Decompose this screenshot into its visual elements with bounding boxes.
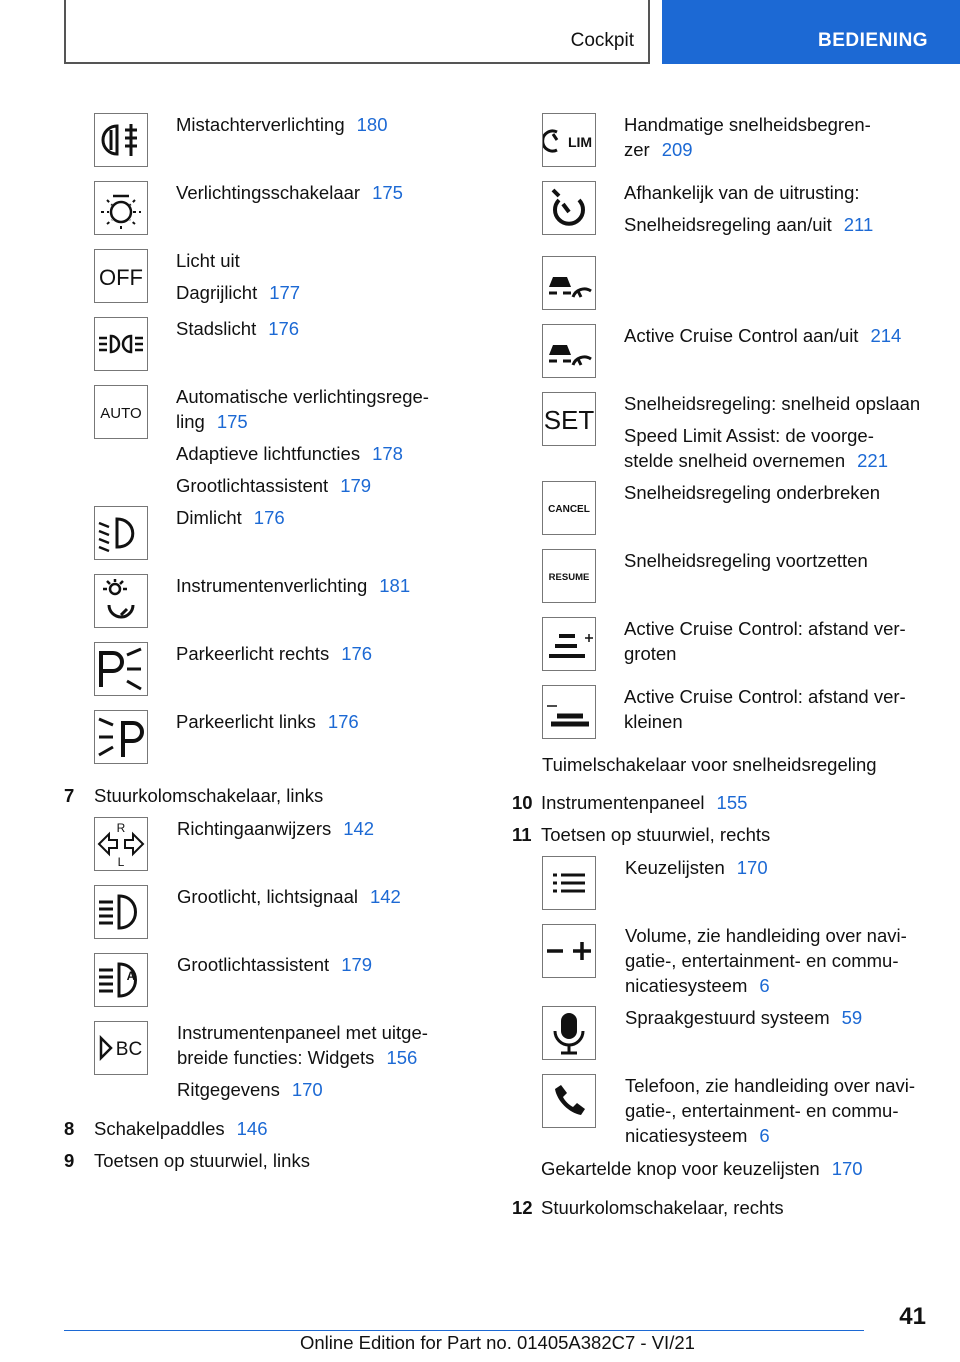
list-item <box>176 180 403 205</box>
page-link[interactable]: 6 <box>759 975 770 996</box>
parking-lights-icon <box>94 317 148 371</box>
microphone-icon <box>542 1006 596 1060</box>
turn-signal-icon <box>94 817 148 871</box>
header-chapter-box <box>662 0 960 64</box>
item-label: Afhankelijk van de uitrusting: <box>624 182 860 203</box>
speed-limiter-icon <box>542 113 596 167</box>
item-label: ling <box>176 411 205 432</box>
item-label: Gekartelde knop voor keuzelijsten <box>541 1158 820 1179</box>
item-label: Stuurkolomschakelaar, links <box>94 785 324 806</box>
active-cruise-control-icon <box>542 256 596 310</box>
page-link[interactable]: 177 <box>269 282 301 303</box>
page-link[interactable]: 142 <box>343 818 375 839</box>
list-item <box>176 112 388 137</box>
list-icon <box>542 856 596 910</box>
item-label: Instrumentenpaneel <box>541 792 705 813</box>
item-label: Active Cruise Control: afstand ver- <box>624 686 906 707</box>
page-link[interactable]: 180 <box>356 114 388 135</box>
instrument-lighting-icon <box>94 574 148 628</box>
item-label: Instrumentenverlichting <box>176 575 368 596</box>
item-label: Active Cruise Control aan/uit <box>624 325 859 346</box>
item-label: gatie-, entertainment- en commu- <box>625 950 899 971</box>
page-number: 41 <box>899 1303 926 1330</box>
item-number: 7 <box>64 785 75 806</box>
page-link[interactable]: 175 <box>216 411 248 432</box>
list-item <box>541 790 747 815</box>
list-item <box>176 248 300 305</box>
set-button-icon <box>542 392 596 446</box>
footer-rule <box>64 1330 864 1331</box>
active-cruise-control-icon <box>542 324 596 378</box>
section-title: Cockpit <box>570 30 634 51</box>
item-label: Spraakgestuurd systeem <box>625 1007 830 1028</box>
item-label: Ritgegevens <box>177 1079 280 1100</box>
list-item <box>176 316 299 341</box>
item-label: Grootlichtassistent <box>177 954 330 975</box>
list-item <box>177 952 372 977</box>
item-label: Toetsen op stuurwiel, links <box>94 1150 310 1171</box>
item-label: Keuzelijsten <box>625 857 725 878</box>
chapter-title: BEDIENING <box>818 30 929 51</box>
page-link[interactable]: 211 <box>843 214 874 235</box>
list-item <box>176 641 372 666</box>
resume-button-icon <box>542 549 596 603</box>
item-label: Adaptieve lichtfuncties <box>176 443 361 464</box>
parking-light-right-icon <box>94 642 148 696</box>
svg-text:A: A <box>126 969 136 983</box>
item-label: groten <box>624 643 677 664</box>
item-number: 10 <box>512 792 533 813</box>
volume-icon <box>542 924 596 978</box>
page-link[interactable]: 170 <box>831 1158 863 1179</box>
item-label: Richtingaanwijzers <box>177 818 332 839</box>
page-link[interactable]: 155 <box>716 792 748 813</box>
page-link[interactable]: 176 <box>268 318 300 339</box>
page-link[interactable]: 59 <box>841 1007 863 1028</box>
page-link[interactable]: 170 <box>291 1079 323 1100</box>
rear-fog-light-icon <box>94 113 148 167</box>
list-item <box>624 480 880 505</box>
lights-off-icon <box>94 249 148 303</box>
high-beam-assistant-icon <box>94 953 148 1007</box>
parking-light-left-icon <box>94 710 148 764</box>
list-item <box>625 1005 862 1030</box>
item-label: gatie-, entertainment- en commu- <box>625 1100 899 1121</box>
high-beam-icon <box>94 885 148 939</box>
item-label: Stuurkolomschakelaar, rechts <box>541 1197 784 1218</box>
item-number: 9 <box>64 1150 75 1171</box>
list-item <box>176 505 285 530</box>
list-item <box>177 816 374 841</box>
item-label: Snelheidsregeling: snelheid opslaan <box>624 393 921 414</box>
item-label: Snelheidsregeling aan/uit <box>624 214 832 235</box>
item-label: Stadslicht <box>176 318 257 339</box>
item-number: 11 <box>512 824 532 845</box>
item-label: Mistachterverlichting <box>176 114 345 135</box>
page-link[interactable]: 181 <box>379 575 411 596</box>
distance-decrease-icon <box>542 685 596 739</box>
item-label: nicatiesysteem <box>625 1125 748 1146</box>
item-label: Grootlicht, lichtsignaal <box>177 886 358 907</box>
page-link[interactable]: 209 <box>661 139 693 160</box>
cancel-button-icon <box>542 481 596 535</box>
page-link[interactable]: 176 <box>341 643 373 664</box>
icon-text: AUTO <box>100 405 142 422</box>
list-item <box>541 1156 863 1181</box>
item-label: Automatische verlichtingsrege- <box>176 386 429 407</box>
item-number: 12 <box>512 1197 533 1218</box>
svg-text:R: R <box>116 821 126 835</box>
item-label: Instrumentenpaneel met uitge- <box>177 1022 428 1043</box>
auto-lights-icon <box>94 385 148 439</box>
page-link[interactable]: 142 <box>369 886 401 907</box>
item-label: Licht uit <box>176 250 240 271</box>
item-label: Parkeerlicht rechts <box>176 643 330 664</box>
list-item <box>94 1116 268 1141</box>
page-link[interactable]: 156 <box>386 1047 418 1068</box>
icon-text: CANCEL <box>548 504 590 515</box>
item-caption: Tuimelschakelaar voor snelheidsregeling <box>542 754 877 775</box>
icon-text: BC <box>115 1039 143 1060</box>
page-link[interactable]: 179 <box>340 475 372 496</box>
page-link[interactable]: 176 <box>327 711 359 732</box>
page-link[interactable]: 175 <box>372 182 403 203</box>
board-computer-icon <box>94 1021 148 1075</box>
item-label: Handmatige snelheidsbegren- <box>624 114 871 135</box>
page-link[interactable]: 179 <box>341 954 373 975</box>
list-item <box>624 391 920 473</box>
page-link[interactable]: 176 <box>253 507 285 528</box>
item-label: Speed Limit Assist: de voorge- <box>624 425 874 446</box>
icon-text: RESUME <box>548 572 590 583</box>
distance-increase-icon <box>542 617 596 671</box>
page-link[interactable]: 6 <box>759 1125 770 1146</box>
page-link[interactable]: 146 <box>236 1118 268 1139</box>
footer-edition: Online Edition for Part no. 01405A382C7 - VI/21 <box>300 1332 695 1353</box>
item-label: Schakelpaddles <box>94 1118 225 1139</box>
icon-text: LIM <box>567 134 593 150</box>
light-switch-icon <box>94 181 148 235</box>
item-label: Telefoon, zie handleiding over navi- <box>625 1075 916 1096</box>
icon-text: OFF <box>99 265 143 290</box>
item-label: Snelheidsregeling onderbreken <box>624 482 881 503</box>
list-item <box>625 855 768 880</box>
list-item <box>624 180 873 237</box>
header-section-box <box>64 0 650 64</box>
list-item <box>176 384 429 498</box>
low-beam-icon <box>94 506 148 560</box>
item-label: stelde snelheid overnemen <box>624 450 846 471</box>
cruise-control-icon <box>542 181 596 235</box>
list-item <box>177 884 401 909</box>
item-label: breide functies: Widgets <box>177 1047 375 1068</box>
page-link[interactable]: 221 <box>857 450 888 471</box>
item-label: zer <box>624 139 650 160</box>
item-label: Snelheidsregeling voortzetten <box>624 550 868 571</box>
item-label: nicatiesysteem <box>625 975 748 996</box>
item-number: 8 <box>64 1118 75 1139</box>
list-item <box>625 923 907 998</box>
item-label: Dagrijlicht <box>176 282 258 303</box>
item-label: Dimlicht <box>176 507 242 528</box>
list-item <box>624 323 901 348</box>
item-label: Toetsen op stuurwiel, rechts <box>541 824 771 845</box>
item-label: Verlichtingsschakelaar <box>176 182 361 203</box>
svg-text:L: L <box>117 855 125 869</box>
phone-icon <box>542 1074 596 1128</box>
page-link[interactable]: 170 <box>736 857 768 878</box>
item-label: Parkeerlicht links <box>176 711 316 732</box>
list-item <box>176 709 359 734</box>
item-label: Grootlichtassistent <box>176 475 329 496</box>
list-item <box>624 112 871 162</box>
page-link[interactable]: 214 <box>870 325 902 346</box>
item-label: kleinen <box>624 711 683 732</box>
list-item <box>176 573 410 598</box>
list-item <box>624 548 868 573</box>
list-item <box>624 616 906 666</box>
icon-text: SET <box>543 405 595 435</box>
item-label: Active Cruise Control: afstand ver- <box>624 618 906 639</box>
item-label: Volume, zie handleiding over navi- <box>625 925 907 946</box>
list-item <box>624 684 906 734</box>
page-link[interactable]: 178 <box>372 443 403 464</box>
list-item <box>177 1020 428 1102</box>
list-item <box>625 1073 915 1148</box>
